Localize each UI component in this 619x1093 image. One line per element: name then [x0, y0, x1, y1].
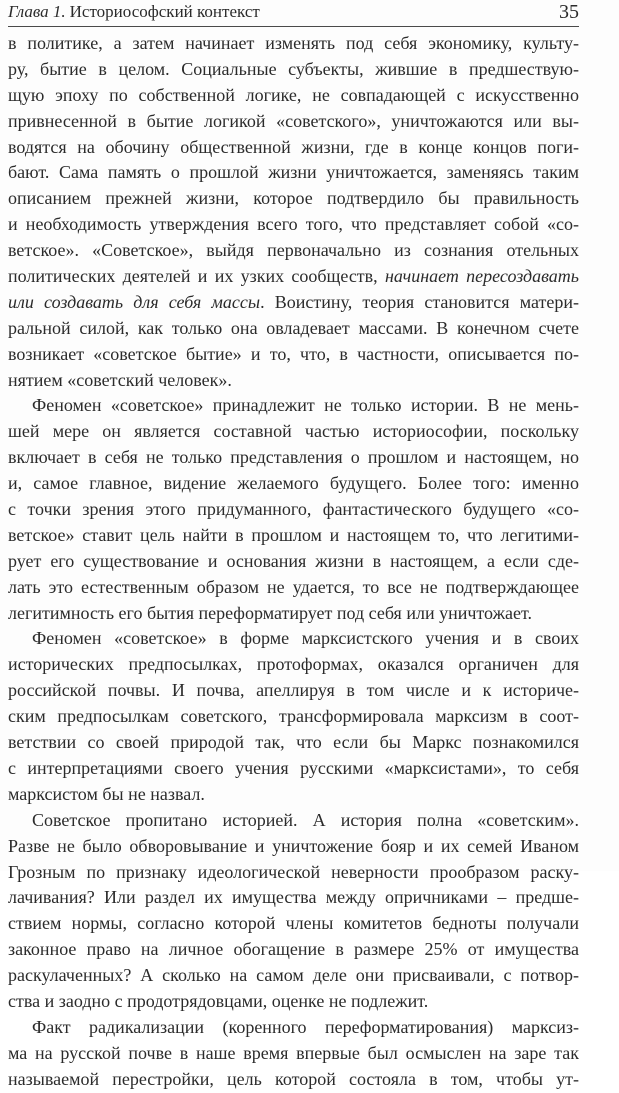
- text-fragment: . Воистину, теория становится матери-: [260, 291, 579, 312]
- text-line: привнесенной в бытие логикой «советского», уничтожаются или вы-: [8, 110, 579, 131]
- text-line: марксистом бы не назвал.: [8, 783, 205, 804]
- text-fragment: политических деятелей и их узких сообществ,: [8, 266, 385, 287]
- chapter-title: Историософский контекст: [69, 2, 260, 21]
- text-line: Феномен «советское» принадлежит не только истории. В не мень-: [32, 395, 579, 416]
- emphasis-text: начинает пересоздавать: [384, 266, 580, 287]
- paragraph: [8, 626, 579, 807]
- text-line: щую эпоху по собственной логике, не совпадающей с искусственно: [8, 84, 579, 105]
- paragraph: [8, 1015, 579, 1093]
- text-line: Советское пропитано историей. А история полна «советским».: [32, 809, 579, 830]
- text-line: ру, бытие в целом. Социальные субъекты, жившие в предшествую-: [8, 58, 579, 79]
- text-line: шей мере он является составной частью историософии, поскольку: [8, 421, 579, 442]
- text-line: российской почвы. И почва, апеллируя в том числе и к историче-: [8, 680, 579, 701]
- paragraph: [8, 393, 579, 626]
- text-line: ветское». «Советское», выйдя первоначально из сознания отельных: [8, 240, 579, 261]
- text-line: ства и заодно с продотрядовцами, оценке не подлежит.: [8, 990, 429, 1011]
- text-line: лать это естественным образом не удается, то все не подтверждающее: [8, 576, 579, 597]
- running-header: [8, 0, 579, 27]
- chapter-label: Глава 1.: [8, 2, 66, 21]
- text-line: [8, 290, 579, 316]
- body-text: [8, 31, 579, 1093]
- text-line: ма на русской почве в наше время впервые был осмыслен на заре так: [8, 1042, 579, 1063]
- text-line: включает в себя не только представления о прошлом и настоящем, но: [8, 447, 579, 468]
- text-line: Феномен «советское» в форме марксистского учения и в своих: [32, 628, 579, 649]
- text-line: ветствии со своей природой так, что если бы Маркс познакомился: [8, 732, 579, 753]
- text-line: описанием прежней жизни, которое подтвердило бы правильность: [8, 188, 579, 209]
- text-line: ствием нормы, согласно которой члены комитетов бедноты получали: [8, 913, 579, 934]
- text-line: и, самое главное, видение желаемого будущего. Более того: именно: [8, 473, 579, 494]
- paragraph: [8, 808, 579, 1015]
- text-line: нятием «советский человек».: [8, 369, 232, 390]
- text-line: в политике, а затем начинает изменять под себя экономику, культу-: [8, 33, 579, 53]
- text-line: возникает «советское бытие» и то, что, в частности, описывается по-: [8, 343, 579, 364]
- text-line: водятся на обочину общественной жизни, где в конце концов поги-: [8, 136, 579, 157]
- paragraph: [8, 31, 579, 393]
- text-line: рует его существование и основания жизни в настоящем, а если сде-: [8, 550, 579, 571]
- text-line: Факт радикализации (коренного переформатирования) марксиз-: [32, 1016, 579, 1037]
- text-line: исторических предпосылках, протоформах, оказался органичен для: [8, 654, 579, 675]
- text-line: ветское» ставит цель найти в прошлом и настоящем то, что легитими-: [8, 524, 579, 545]
- text-line: ральной силой, как только она овладевает массами. В конечном счете: [8, 317, 579, 338]
- text-line: [8, 264, 579, 290]
- text-line: с точки зрения этого придуманного, фантастического будущего «со-: [8, 499, 579, 520]
- text-line: законное право на личное обогащение в размере 25% от имущества: [8, 939, 579, 960]
- text-line: бают. Сама память о прошлой жизни уничтожается, заменяясь таким: [8, 162, 579, 183]
- text-line: с интерпретациями своего учения русскими «марксистами», то себя: [8, 757, 579, 778]
- text-line: Разве не было обворовывание и уничтожение бояр и их семей Иваном: [8, 835, 579, 856]
- text-line: ским предпосылкам советского, трансформировала марксизм в соот-: [8, 706, 579, 727]
- text-line: называемой перестройки, цель которой состояла в том, чтобы ут-: [8, 1068, 579, 1089]
- text-line: легитимность его бытия переформатирует под себя или уничтожает.: [8, 602, 533, 623]
- text-line: лачивания? Или раздел их имущества между опричниками – предше-: [8, 887, 579, 908]
- text-line: раскулаченных? А сколько на самом деле они присваивали, с потвор-: [8, 965, 579, 986]
- text-line: и необходимость утверждения всего того, что представляет собой «со-: [8, 214, 579, 235]
- page-number: 35: [559, 1, 579, 23]
- text-line: Грозным по признаку идеологической неверности прообразом раску-: [8, 861, 579, 882]
- emphasis-text: или создавать для себя массы: [8, 291, 261, 312]
